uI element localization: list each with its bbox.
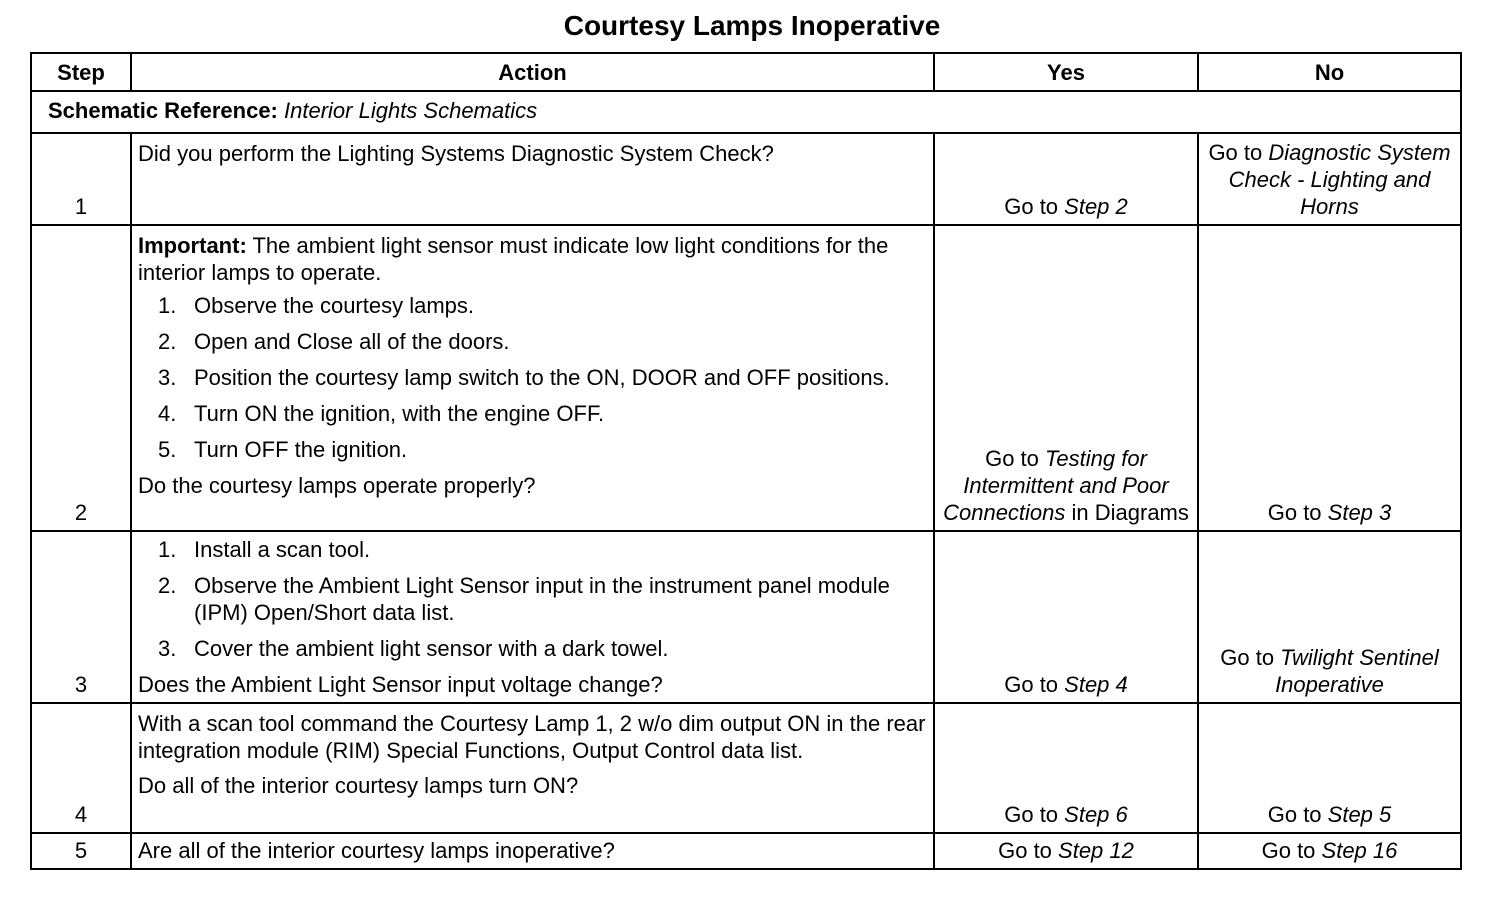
- yes-cell: [934, 833, 1198, 869]
- list-item: [138, 292, 927, 319]
- yes-link[interactable]: Testing for Intermittent and Poor Connections: [943, 446, 1169, 525]
- yes-prefix: Go to: [998, 838, 1059, 863]
- schematic-reference-row: [31, 91, 1461, 133]
- list-item: [138, 364, 927, 391]
- step-number: 1: [31, 133, 131, 225]
- action-question: Are all of the interior courtesy lamps inoperative?: [138, 838, 615, 863]
- substep-number: 3.: [158, 365, 177, 390]
- action-question: Does the Ambient Light Sensor input voltage change?: [138, 672, 663, 697]
- yes-cell: [934, 225, 1198, 531]
- table-row: [31, 225, 1461, 531]
- header-yes: Yes: [934, 53, 1198, 91]
- substep-text: Turn OFF the ignition.: [194, 437, 408, 462]
- table-row: [31, 833, 1461, 869]
- important-label: Important:: [138, 233, 247, 258]
- substep-number: 2.: [158, 329, 177, 354]
- action-cell: [131, 703, 934, 833]
- step-number: 5: [31, 833, 131, 869]
- yes-cell: [934, 531, 1198, 703]
- important-text: The ambient light sensor must indicate low light conditions for the interior lamps to operate.: [138, 233, 889, 285]
- action-cell: [131, 133, 934, 225]
- schematic-reference-link[interactable]: Interior Lights Schematics: [284, 97, 538, 123]
- substep-text: Open and Close all of the doors.: [194, 329, 510, 354]
- substep-text: Observe the courtesy lamps.: [194, 293, 475, 318]
- substep-number: 4.: [158, 401, 177, 426]
- table-row: [31, 703, 1461, 833]
- no-link[interactable]: Step 16: [1321, 838, 1398, 863]
- step-number: 2: [31, 225, 131, 531]
- table-row: [31, 531, 1461, 703]
- no-prefix: Go to: [1261, 838, 1322, 863]
- list-item: [138, 536, 927, 563]
- schematic-reference-label: Schematic Reference:: [48, 97, 278, 123]
- no-prefix: Go to: [1220, 645, 1281, 670]
- no-link[interactable]: Step 5: [1327, 802, 1392, 827]
- action-cell: [131, 225, 934, 531]
- yes-link[interactable]: Step 2: [1064, 194, 1128, 219]
- important-note: [138, 232, 927, 286]
- header-no: No: [1198, 53, 1461, 91]
- no-cell: [1198, 531, 1461, 703]
- action-question: Do all of the interior courtesy lamps turn ON?: [138, 773, 579, 798]
- substep-text: Turn ON the ignition, with the engine OFF.: [194, 401, 605, 426]
- action-cell: [131, 531, 934, 703]
- page-title: Courtesy Lamps Inoperative: [563, 10, 941, 41]
- yes-prefix: Go to: [1004, 672, 1065, 697]
- substep-number: 2.: [158, 573, 177, 598]
- no-cell: [1198, 133, 1461, 225]
- no-prefix: Go to: [1208, 140, 1269, 165]
- no-prefix: Go to: [1267, 802, 1328, 827]
- yes-suffix: in Diagrams: [1065, 500, 1189, 525]
- action-text: Did you perform the Lighting Systems Diagnostic System Check?: [138, 141, 774, 166]
- list-item: [138, 572, 927, 626]
- step-number: 4: [31, 703, 131, 833]
- no-link[interactable]: Step 3: [1327, 500, 1392, 525]
- header-step: Step: [31, 53, 131, 91]
- yes-prefix: Go to: [1004, 194, 1065, 219]
- no-link[interactable]: Twilight Sentinel Inoperative: [1275, 645, 1439, 697]
- substep-number: 1.: [158, 537, 177, 562]
- no-link[interactable]: Diagnostic System Check - Lighting and Horns: [1228, 140, 1451, 219]
- list-item: [138, 436, 927, 463]
- substep-number: 5.: [158, 437, 177, 462]
- yes-prefix: Go to: [1004, 802, 1065, 827]
- yes-link[interactable]: Step 4: [1064, 672, 1128, 697]
- list-item: [138, 328, 927, 355]
- list-item: [138, 635, 927, 662]
- no-cell: [1198, 703, 1461, 833]
- no-cell: [1198, 833, 1461, 869]
- substep-list: [138, 292, 927, 463]
- yes-cell: [934, 133, 1198, 225]
- substep-text: Observe the Ambient Light Sensor input in the instrument panel module (IPM) Open/Short data list.: [194, 573, 890, 625]
- yes-link[interactable]: Step 6: [1064, 802, 1128, 827]
- yes-link[interactable]: Step 12: [1058, 838, 1134, 863]
- substep-text: Cover the ambient light sensor with a dark towel.: [194, 636, 669, 661]
- table-header-row: [31, 53, 1461, 91]
- list-item: [138, 400, 927, 427]
- no-prefix: Go to: [1267, 500, 1328, 525]
- action-text: With a scan tool command the Courtesy Lamp 1, 2 w/o dim output ON in the rear integration module (RIM) Special Functions, Output Control data list.: [138, 711, 926, 763]
- yes-prefix: Go to: [985, 446, 1045, 471]
- table-row: [31, 133, 1461, 225]
- step-number: 3: [31, 531, 131, 703]
- diagnostic-table: [30, 52, 1462, 870]
- yes-cell: [934, 703, 1198, 833]
- schematic-reference: [31, 91, 1461, 133]
- header-action: Action: [131, 53, 934, 91]
- substep-number: 1.: [158, 293, 177, 318]
- substep-number: 3.: [158, 636, 177, 661]
- substep-text: Position the courtesy lamp switch to the ON, DOOR and OFF positions.: [194, 365, 890, 390]
- substep-list: [138, 536, 927, 662]
- substep-text: Install a scan tool.: [194, 537, 371, 562]
- no-cell: [1198, 225, 1461, 531]
- action-cell: [131, 833, 934, 869]
- action-question: Do the courtesy lamps operate properly?: [138, 473, 536, 498]
